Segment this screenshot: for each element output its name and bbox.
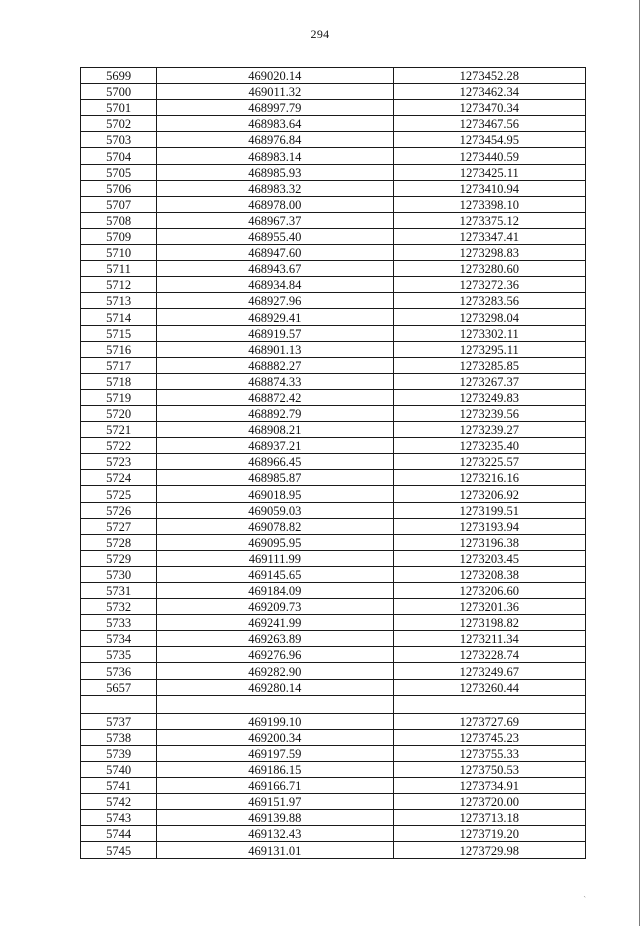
y-coordinate-cell: 1273225.57 bbox=[393, 454, 585, 470]
point-number-cell: 5733 bbox=[81, 615, 157, 631]
y-coordinate-cell: 1273298.04 bbox=[393, 309, 585, 325]
x-coordinate-cell: 469095.95 bbox=[157, 534, 393, 550]
table-row bbox=[81, 454, 586, 470]
table-row bbox=[81, 357, 586, 373]
x-coordinate-cell: 468934.84 bbox=[157, 277, 393, 293]
y-coordinate-cell: 1273285.85 bbox=[393, 357, 585, 373]
y-coordinate-cell: 1273280.60 bbox=[393, 261, 585, 277]
point-number-cell: 5713 bbox=[81, 293, 157, 309]
table-row bbox=[81, 68, 586, 84]
y-coordinate-cell: 1273467.56 bbox=[393, 116, 585, 132]
table-row bbox=[81, 148, 586, 164]
point-number-cell: 5719 bbox=[81, 389, 157, 405]
table-row bbox=[81, 212, 586, 228]
y-coordinate-cell: 1273198.82 bbox=[393, 615, 585, 631]
x-coordinate-cell: 469263.89 bbox=[157, 631, 393, 647]
y-coordinate-cell: 1273203.45 bbox=[393, 550, 585, 566]
coordinates-table-body bbox=[81, 68, 586, 859]
point-number-cell: 5716 bbox=[81, 341, 157, 357]
x-coordinate-cell: 469276.96 bbox=[157, 647, 393, 663]
point-number-cell: 5720 bbox=[81, 405, 157, 421]
table-row bbox=[81, 745, 586, 761]
x-coordinate-cell: 468872.42 bbox=[157, 389, 393, 405]
x-coordinate-cell: 468901.13 bbox=[157, 341, 393, 357]
table-row bbox=[81, 713, 586, 729]
table-row bbox=[81, 341, 586, 357]
x-coordinate-cell: 468997.79 bbox=[157, 100, 393, 116]
x-coordinate-cell: 468955.40 bbox=[157, 228, 393, 244]
x-coordinate-cell: 468978.00 bbox=[157, 196, 393, 212]
point-number-cell: 5721 bbox=[81, 422, 157, 438]
x-coordinate-cell: 468943.67 bbox=[157, 261, 393, 277]
empty-cell bbox=[81, 695, 157, 713]
point-number-cell: 5704 bbox=[81, 148, 157, 164]
y-coordinate-cell: 1273201.36 bbox=[393, 599, 585, 615]
x-coordinate-cell: 469131.01 bbox=[157, 842, 393, 858]
x-coordinate-cell: 469132.43 bbox=[157, 826, 393, 842]
y-coordinate-cell: 1273206.92 bbox=[393, 486, 585, 502]
x-coordinate-cell: 468976.84 bbox=[157, 132, 393, 148]
y-coordinate-cell: 1273283.56 bbox=[393, 293, 585, 309]
y-coordinate-cell: 1273734.91 bbox=[393, 778, 585, 794]
table-row bbox=[81, 615, 586, 631]
table-row bbox=[81, 826, 586, 842]
table-row bbox=[81, 518, 586, 534]
point-number-cell: 5745 bbox=[81, 842, 157, 858]
point-number-cell: 5702 bbox=[81, 116, 157, 132]
x-coordinate-cell: 469209.73 bbox=[157, 599, 393, 615]
y-coordinate-cell: 1273295.11 bbox=[393, 341, 585, 357]
x-coordinate-cell: 469151.97 bbox=[157, 794, 393, 810]
table-row bbox=[81, 132, 586, 148]
y-coordinate-cell: 1273470.34 bbox=[393, 100, 585, 116]
table-row bbox=[81, 729, 586, 745]
point-number-cell: 5711 bbox=[81, 261, 157, 277]
y-coordinate-cell: 1273719.20 bbox=[393, 826, 585, 842]
x-coordinate-cell: 469020.14 bbox=[157, 68, 393, 84]
y-coordinate-cell: 1273260.44 bbox=[393, 679, 585, 695]
x-coordinate-cell: 468983.14 bbox=[157, 148, 393, 164]
point-number-cell: 5738 bbox=[81, 729, 157, 745]
table-row bbox=[81, 778, 586, 794]
table-row bbox=[81, 794, 586, 810]
point-number-cell: 5707 bbox=[81, 196, 157, 212]
table-row bbox=[81, 438, 586, 454]
point-number-cell: 5740 bbox=[81, 761, 157, 777]
y-coordinate-cell: 1273452.28 bbox=[393, 68, 585, 84]
table-row bbox=[81, 663, 586, 679]
point-number-cell: 5717 bbox=[81, 357, 157, 373]
point-number-cell: 5709 bbox=[81, 228, 157, 244]
point-number-cell: 5726 bbox=[81, 502, 157, 518]
table-row bbox=[81, 373, 586, 389]
y-coordinate-cell: 1273347.41 bbox=[393, 228, 585, 244]
x-coordinate-cell: 469241.99 bbox=[157, 615, 393, 631]
y-coordinate-cell: 1273298.83 bbox=[393, 245, 585, 261]
x-coordinate-cell: 468983.32 bbox=[157, 180, 393, 196]
point-number-cell: 5723 bbox=[81, 454, 157, 470]
x-coordinate-cell: 468908.21 bbox=[157, 422, 393, 438]
x-coordinate-cell: 469145.65 bbox=[157, 566, 393, 582]
x-coordinate-cell: 468919.57 bbox=[157, 325, 393, 341]
table-row bbox=[81, 566, 586, 582]
table-row bbox=[81, 534, 586, 550]
x-coordinate-cell: 468966.45 bbox=[157, 454, 393, 470]
x-coordinate-cell: 468874.33 bbox=[157, 373, 393, 389]
x-coordinate-cell: 469018.95 bbox=[157, 486, 393, 502]
x-coordinate-cell: 468985.87 bbox=[157, 470, 393, 486]
y-coordinate-cell: 1273249.83 bbox=[393, 389, 585, 405]
y-coordinate-cell: 1273454.95 bbox=[393, 132, 585, 148]
y-coordinate-cell: 1273267.37 bbox=[393, 373, 585, 389]
table-row bbox=[81, 116, 586, 132]
point-number-cell: 5706 bbox=[81, 180, 157, 196]
table-row bbox=[81, 647, 586, 663]
table-row bbox=[81, 261, 586, 277]
table-row bbox=[81, 84, 586, 100]
table-row bbox=[81, 228, 586, 244]
y-coordinate-cell: 1273196.38 bbox=[393, 534, 585, 550]
point-number-cell: 5736 bbox=[81, 663, 157, 679]
table-row bbox=[81, 550, 586, 566]
table-row bbox=[81, 325, 586, 341]
point-number-cell: 5730 bbox=[81, 566, 157, 582]
x-coordinate-cell: 469078.82 bbox=[157, 518, 393, 534]
empty-cell bbox=[157, 695, 393, 713]
point-number-cell: 5728 bbox=[81, 534, 157, 550]
y-coordinate-cell: 1273206.60 bbox=[393, 583, 585, 599]
table-row bbox=[81, 309, 586, 325]
point-number-cell: 5744 bbox=[81, 826, 157, 842]
table-row bbox=[81, 245, 586, 261]
x-coordinate-cell: 468892.79 bbox=[157, 405, 393, 421]
x-coordinate-cell: 469197.59 bbox=[157, 745, 393, 761]
point-number-cell: 5725 bbox=[81, 486, 157, 502]
y-coordinate-cell: 1273713.18 bbox=[393, 810, 585, 826]
point-number-cell: 5727 bbox=[81, 518, 157, 534]
table-row bbox=[81, 502, 586, 518]
y-coordinate-cell: 1273199.51 bbox=[393, 502, 585, 518]
x-coordinate-cell: 469111.99 bbox=[157, 550, 393, 566]
x-coordinate-cell: 469186.15 bbox=[157, 761, 393, 777]
table-row bbox=[81, 293, 586, 309]
x-coordinate-cell: 469199.10 bbox=[157, 713, 393, 729]
point-number-cell: 5708 bbox=[81, 212, 157, 228]
point-number-cell: 5734 bbox=[81, 631, 157, 647]
y-coordinate-cell: 1273249.67 bbox=[393, 663, 585, 679]
x-coordinate-cell: 468927.96 bbox=[157, 293, 393, 309]
y-coordinate-cell: 1273745.23 bbox=[393, 729, 585, 745]
point-number-cell: 5705 bbox=[81, 164, 157, 180]
point-number-cell: 5722 bbox=[81, 438, 157, 454]
table-row bbox=[81, 761, 586, 777]
point-number-cell: 5737 bbox=[81, 713, 157, 729]
y-coordinate-cell: 1273272.36 bbox=[393, 277, 585, 293]
empty-cell bbox=[393, 695, 585, 713]
y-coordinate-cell: 1273216.16 bbox=[393, 470, 585, 486]
x-coordinate-cell: 469280.14 bbox=[157, 679, 393, 695]
y-coordinate-cell: 1273208.38 bbox=[393, 566, 585, 582]
point-number-cell: 5732 bbox=[81, 599, 157, 615]
point-number-cell: 5710 bbox=[81, 245, 157, 261]
y-coordinate-cell: 1273440.59 bbox=[393, 148, 585, 164]
x-coordinate-cell: 469184.09 bbox=[157, 583, 393, 599]
y-coordinate-cell: 1273228.74 bbox=[393, 647, 585, 663]
point-number-cell: 5703 bbox=[81, 132, 157, 148]
point-number-cell: 5700 bbox=[81, 84, 157, 100]
table-row bbox=[81, 842, 586, 858]
y-coordinate-cell: 1273302.11 bbox=[393, 325, 585, 341]
x-coordinate-cell: 468947.60 bbox=[157, 245, 393, 261]
y-coordinate-cell: 1273755.33 bbox=[393, 745, 585, 761]
table-row bbox=[81, 100, 586, 116]
x-coordinate-cell: 469200.34 bbox=[157, 729, 393, 745]
point-number-cell: 5735 bbox=[81, 647, 157, 663]
y-coordinate-cell: 1273750.53 bbox=[393, 761, 585, 777]
y-coordinate-cell: 1273235.40 bbox=[393, 438, 585, 454]
x-coordinate-cell: 469139.88 bbox=[157, 810, 393, 826]
x-coordinate-cell: 468929.41 bbox=[157, 309, 393, 325]
x-coordinate-cell: 468985.93 bbox=[157, 164, 393, 180]
point-number-cell: 5718 bbox=[81, 373, 157, 389]
y-coordinate-cell: 1273398.10 bbox=[393, 196, 585, 212]
point-number-cell: 5739 bbox=[81, 745, 157, 761]
table-row bbox=[81, 164, 586, 180]
table-row bbox=[81, 583, 586, 599]
table-row bbox=[81, 599, 586, 615]
point-number-cell: 5742 bbox=[81, 794, 157, 810]
table-row bbox=[81, 389, 586, 405]
point-number-cell: 5729 bbox=[81, 550, 157, 566]
page-number: 294 bbox=[310, 27, 330, 41]
y-coordinate-cell: 1273425.11 bbox=[393, 164, 585, 180]
y-coordinate-cell: 1273211.34 bbox=[393, 631, 585, 647]
x-coordinate-cell: 468983.64 bbox=[157, 116, 393, 132]
point-number-cell: 5731 bbox=[81, 583, 157, 599]
x-coordinate-cell: 469282.90 bbox=[157, 663, 393, 679]
x-coordinate-cell: 468937.21 bbox=[157, 438, 393, 454]
separator-row bbox=[81, 695, 586, 713]
table-row bbox=[81, 405, 586, 421]
coordinates-table bbox=[80, 67, 586, 859]
table-row bbox=[81, 486, 586, 502]
x-coordinate-cell: 468882.27 bbox=[157, 357, 393, 373]
x-coordinate-cell: 469011.32 bbox=[157, 84, 393, 100]
x-coordinate-cell: 469166.71 bbox=[157, 778, 393, 794]
y-coordinate-cell: 1273410.94 bbox=[393, 180, 585, 196]
y-coordinate-cell: 1273720.00 bbox=[393, 794, 585, 810]
point-number-cell: 5743 bbox=[81, 810, 157, 826]
table-row bbox=[81, 277, 586, 293]
point-number-cell: 5715 bbox=[81, 325, 157, 341]
point-number-cell: 5724 bbox=[81, 470, 157, 486]
table-row bbox=[81, 422, 586, 438]
scan-mark: ` bbox=[583, 895, 586, 904]
point-number-cell: 5712 bbox=[81, 277, 157, 293]
point-number-cell: 5714 bbox=[81, 309, 157, 325]
table-row bbox=[81, 180, 586, 196]
table-row bbox=[81, 196, 586, 212]
point-number-cell: 5741 bbox=[81, 778, 157, 794]
y-coordinate-cell: 1273375.12 bbox=[393, 212, 585, 228]
table-row bbox=[81, 631, 586, 647]
y-coordinate-cell: 1273239.56 bbox=[393, 405, 585, 421]
table-row bbox=[81, 810, 586, 826]
y-coordinate-cell: 1273239.27 bbox=[393, 422, 585, 438]
y-coordinate-cell: 1273727.69 bbox=[393, 713, 585, 729]
point-number-cell: 5657 bbox=[81, 679, 157, 695]
table-row bbox=[81, 679, 586, 695]
y-coordinate-cell: 1273462.34 bbox=[393, 84, 585, 100]
point-number-cell: 5699 bbox=[81, 68, 157, 84]
point-number-cell: 5701 bbox=[81, 100, 157, 116]
x-coordinate-cell: 469059.03 bbox=[157, 502, 393, 518]
table-row bbox=[81, 470, 586, 486]
y-coordinate-cell: 1273729.98 bbox=[393, 842, 585, 858]
x-coordinate-cell: 468967.37 bbox=[157, 212, 393, 228]
y-coordinate-cell: 1273193.94 bbox=[393, 518, 585, 534]
